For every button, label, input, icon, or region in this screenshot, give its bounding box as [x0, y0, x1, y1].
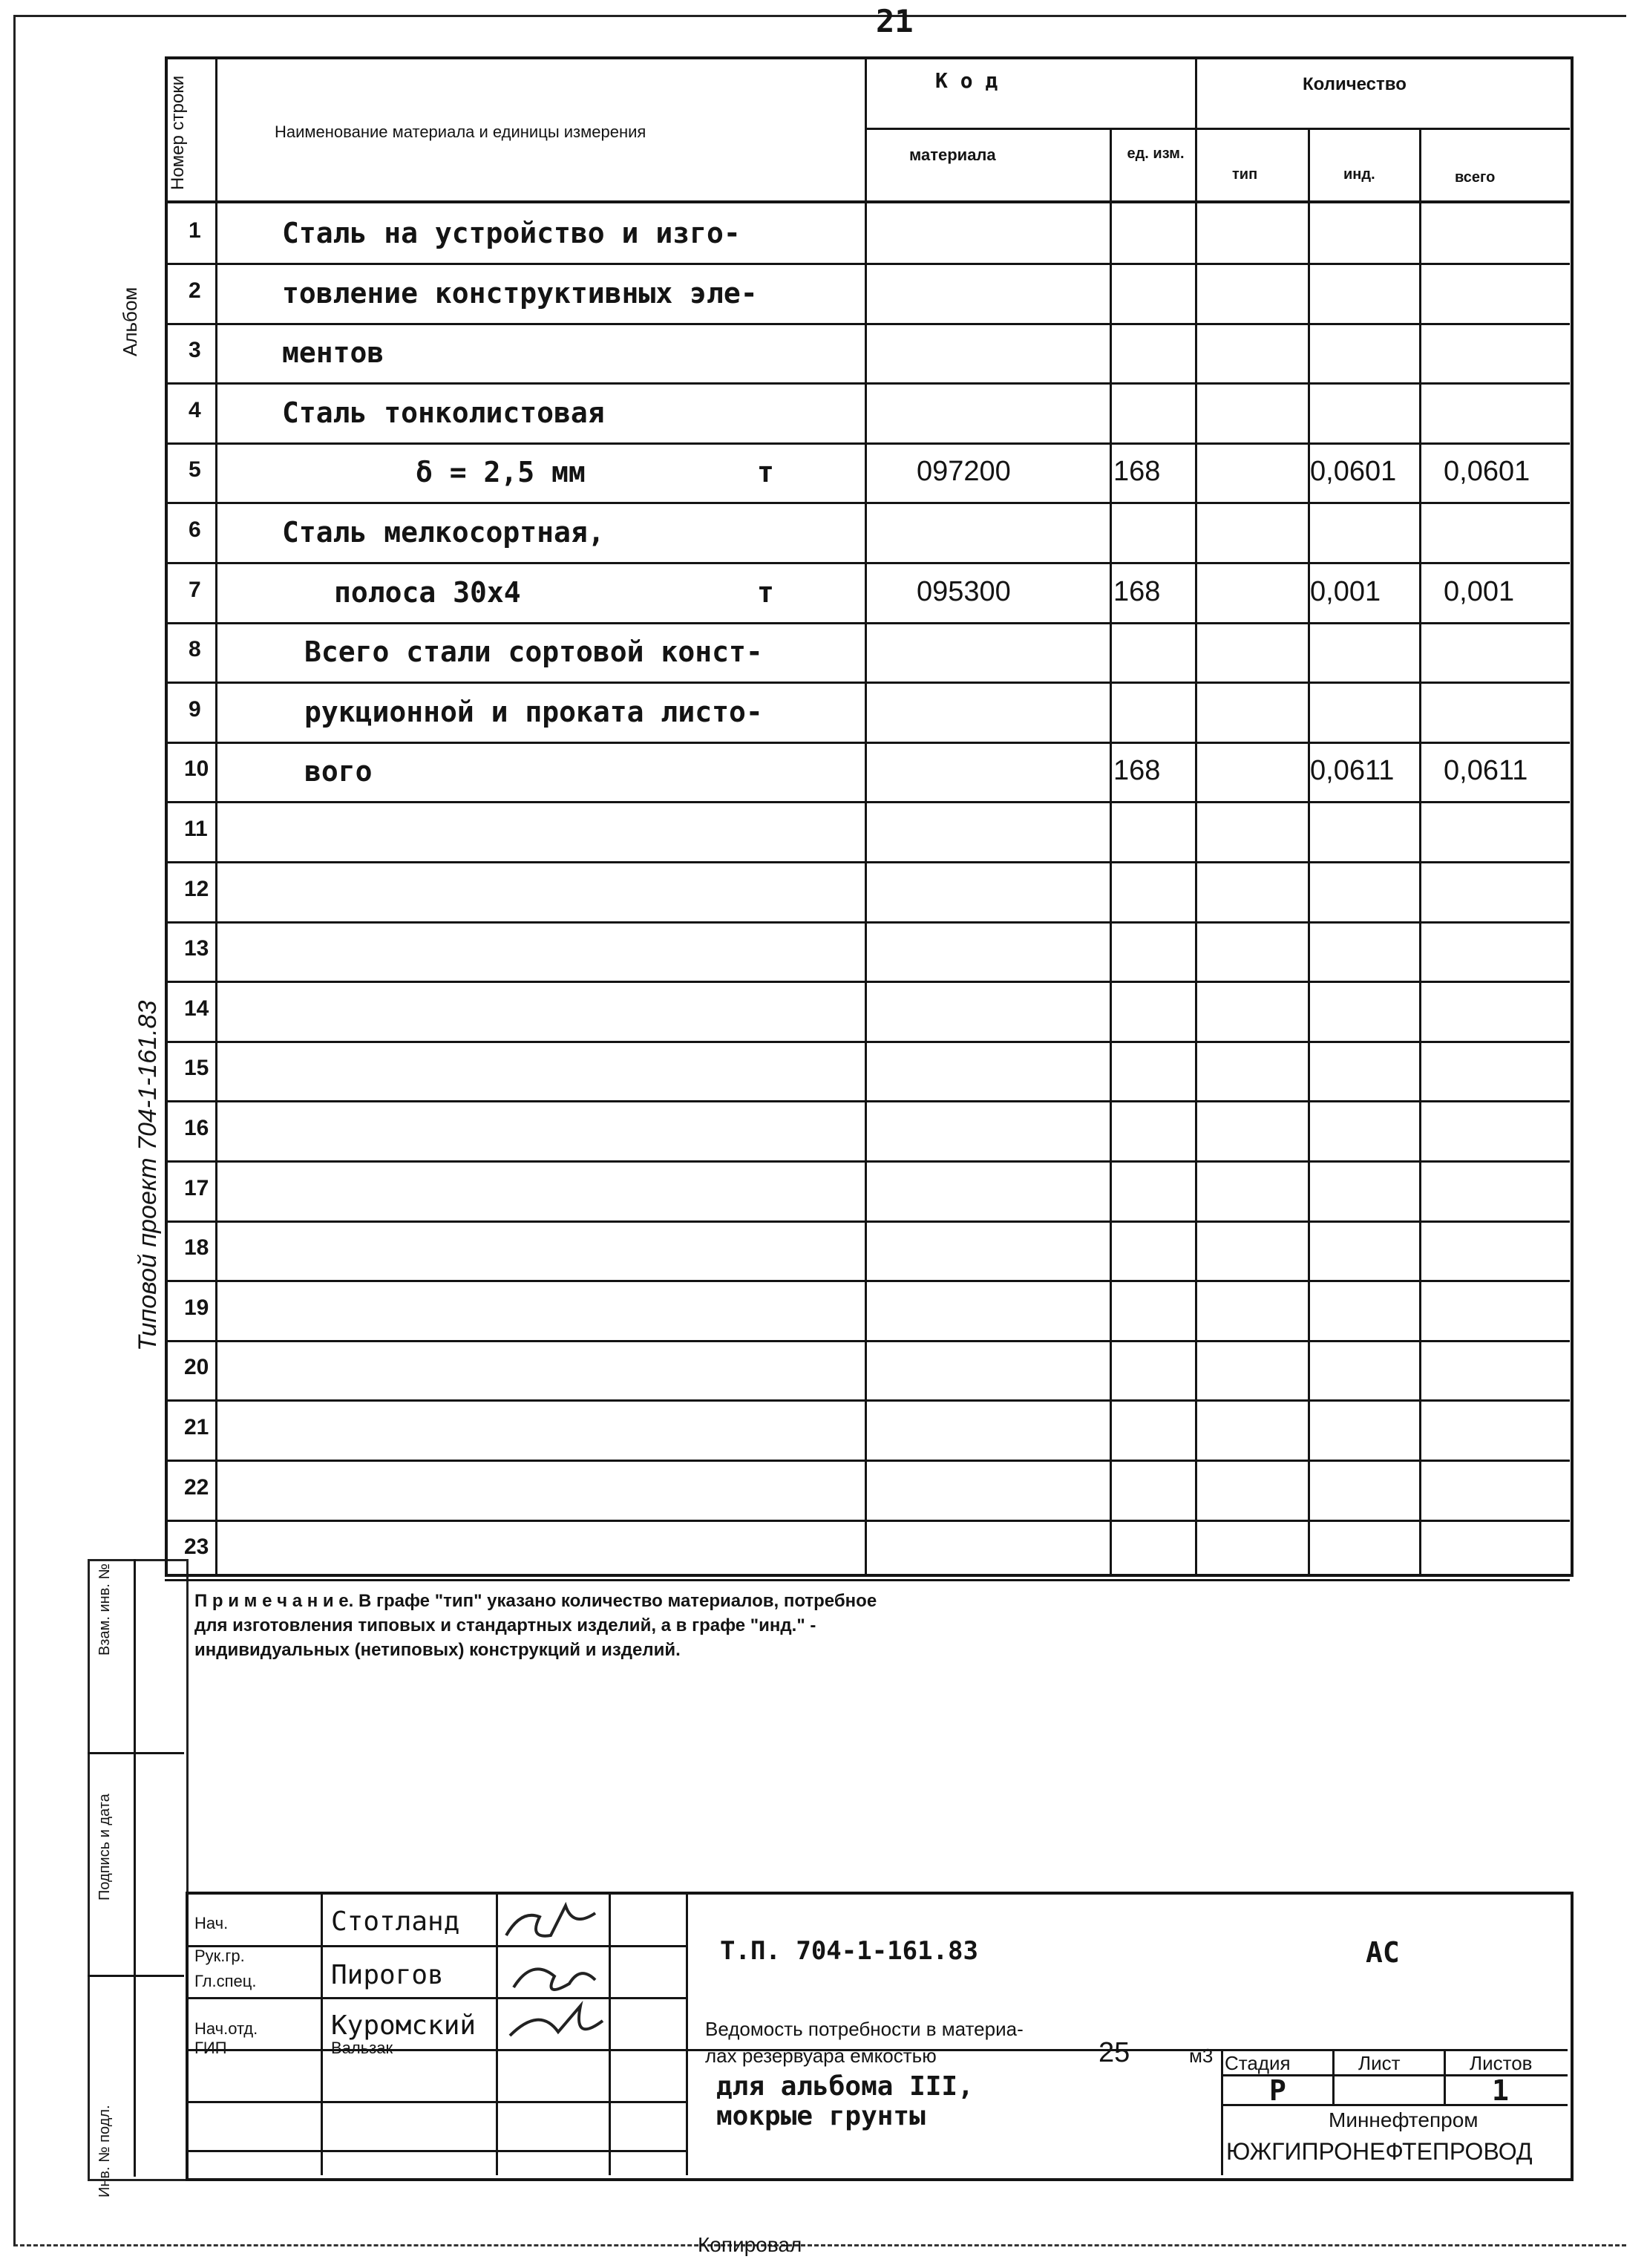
row-name: ментов	[282, 336, 384, 369]
row-name: Сталь на устройство и изго-	[282, 217, 741, 249]
row-unit-mark: т	[757, 576, 774, 609]
row-number: 11	[184, 817, 208, 841]
row-name: рукционной и проката листо-	[304, 696, 763, 728]
sheet-label: Лист	[1358, 2052, 1401, 2074]
stage-label: Стадия	[1225, 2052, 1291, 2074]
row-name: Сталь мелкосортная,	[282, 516, 605, 549]
header-qty-total: всего	[1455, 169, 1496, 186]
row-number: 21	[184, 1415, 209, 1439]
name-valzak: Вальзак	[331, 2039, 393, 2057]
footer-kopiroval: Копировал	[698, 2233, 802, 2256]
note-text: П р и м е ч а н и е. В графе "тип" указано количество материалов, потребное для изготовления типовых и стандартных изделий, а в графе "инд." - индивидуальных (нетиповых) конструкций и изделий.	[194, 1591, 877, 1660]
row-number: 6	[189, 517, 201, 542]
sheets-value: 1	[1492, 2074, 1509, 2107]
desc-line2: лах резервуара емкостью	[705, 2045, 937, 2067]
desc-line1: Ведомость потребности в материа-	[705, 2018, 1024, 2040]
row-number: 20	[184, 1355, 209, 1379]
side-label-vzam-inv: Взам. инв. №	[96, 1563, 113, 1656]
sheets-label: Листов	[1470, 2052, 1533, 2074]
row-name: δ = 2,5 мм	[416, 456, 586, 488]
row-unit-mark: т	[757, 456, 774, 488]
row-qty-ind: 0,0611	[1310, 755, 1395, 786]
header-qty-ind: инд.	[1343, 166, 1375, 183]
row-qty-total: 0,0601	[1444, 456, 1530, 487]
row-qty-ind: 0,0601	[1310, 456, 1397, 487]
header-code-material: материала	[909, 146, 996, 164]
header-name: Наименование материала и единицы измерения	[275, 122, 646, 141]
capacity-unit: м3	[1189, 2045, 1214, 2067]
row-number: 5	[189, 457, 201, 482]
row-number: 16	[184, 1116, 209, 1140]
row-number: 7	[189, 578, 201, 602]
header-quantity: Количество	[1303, 74, 1407, 94]
name-pirogov: Пирогов	[331, 1960, 444, 1990]
row-number: 4	[189, 398, 201, 422]
row-name: вого	[304, 755, 373, 788]
side-label-project: Типовой проект 704-1-161.83	[134, 1000, 162, 1351]
row-name: Сталь тонколистовая	[282, 396, 605, 429]
side-label-album: Альбом	[119, 287, 141, 356]
org: ЮЖГИПРОНЕФТЕПРОВОД	[1226, 2138, 1533, 2165]
row-qty-total: 0,0611	[1444, 755, 1528, 786]
row-number: 3	[189, 338, 201, 362]
row-number: 8	[189, 637, 201, 661]
row-qty-ind: 0,001	[1310, 576, 1381, 607]
desc-line3: для альбома III,	[716, 2071, 974, 2102]
row-name: Всего стали сортовой конст-	[304, 635, 763, 668]
row-name: товление конструктивных эле-	[282, 277, 758, 310]
doc-mark: АС	[1366, 1936, 1400, 1969]
signatures	[499, 1895, 610, 2073]
role-gl-spec: Гл.спец.	[194, 1972, 257, 1990]
row-number: 1	[189, 218, 201, 243]
row-number: 9	[189, 697, 201, 722]
role-nach: Нач.	[194, 1914, 229, 1932]
capacity-value: 25	[1098, 2037, 1130, 2068]
side-label-inv-podl: Инв. № подл.	[96, 2105, 113, 2197]
row-qty-total: 0,001	[1444, 576, 1515, 607]
name-stotland: Стотланд	[331, 1906, 460, 1937]
role-nach-otd: Нач.отд.	[194, 2019, 258, 2038]
row-name: полоса 30х4	[334, 576, 521, 609]
row-unit-code: 168	[1113, 456, 1161, 487]
page-number: 21	[876, 3, 914, 39]
row-number: 15	[184, 1056, 209, 1080]
header-row-number: Номер строки	[168, 75, 188, 190]
row-number: 10	[184, 756, 209, 781]
header-code: К о д	[935, 68, 998, 93]
role-gip: ГИП	[194, 2039, 227, 2057]
ministry: Миннефтепром	[1329, 2108, 1479, 2131]
row-number: 17	[184, 1176, 209, 1200]
header-code-unit: ед. изм.	[1127, 146, 1185, 162]
header-qty-typ: тип	[1232, 166, 1258, 183]
name-kuromsky: Куромский	[331, 2010, 477, 2041]
row-number: 23	[184, 1535, 209, 1559]
desc-line4: мокрые грунты	[716, 2101, 926, 2131]
doc-code: Т.П. 704-1-161.83	[720, 1936, 978, 1966]
row-number: 12	[184, 877, 209, 901]
row-unit-code: 168	[1113, 755, 1161, 786]
row-number: 2	[189, 278, 201, 303]
role-ruk-gr: Рук.гр.	[194, 1947, 245, 1965]
stage-value: Р	[1269, 2074, 1286, 2107]
row-number: 22	[184, 1475, 209, 1500]
row-code: 095300	[917, 576, 1011, 607]
row-unit-code: 168	[1113, 576, 1161, 607]
margin-stamp-box	[88, 1559, 189, 2181]
row-number: 14	[184, 996, 209, 1021]
row-number: 19	[184, 1295, 209, 1320]
side-label-podpis-data: Подпись и дата	[96, 1794, 113, 1901]
row-code: 097200	[917, 456, 1011, 487]
row-number: 13	[184, 936, 209, 961]
row-number: 18	[184, 1235, 209, 1260]
